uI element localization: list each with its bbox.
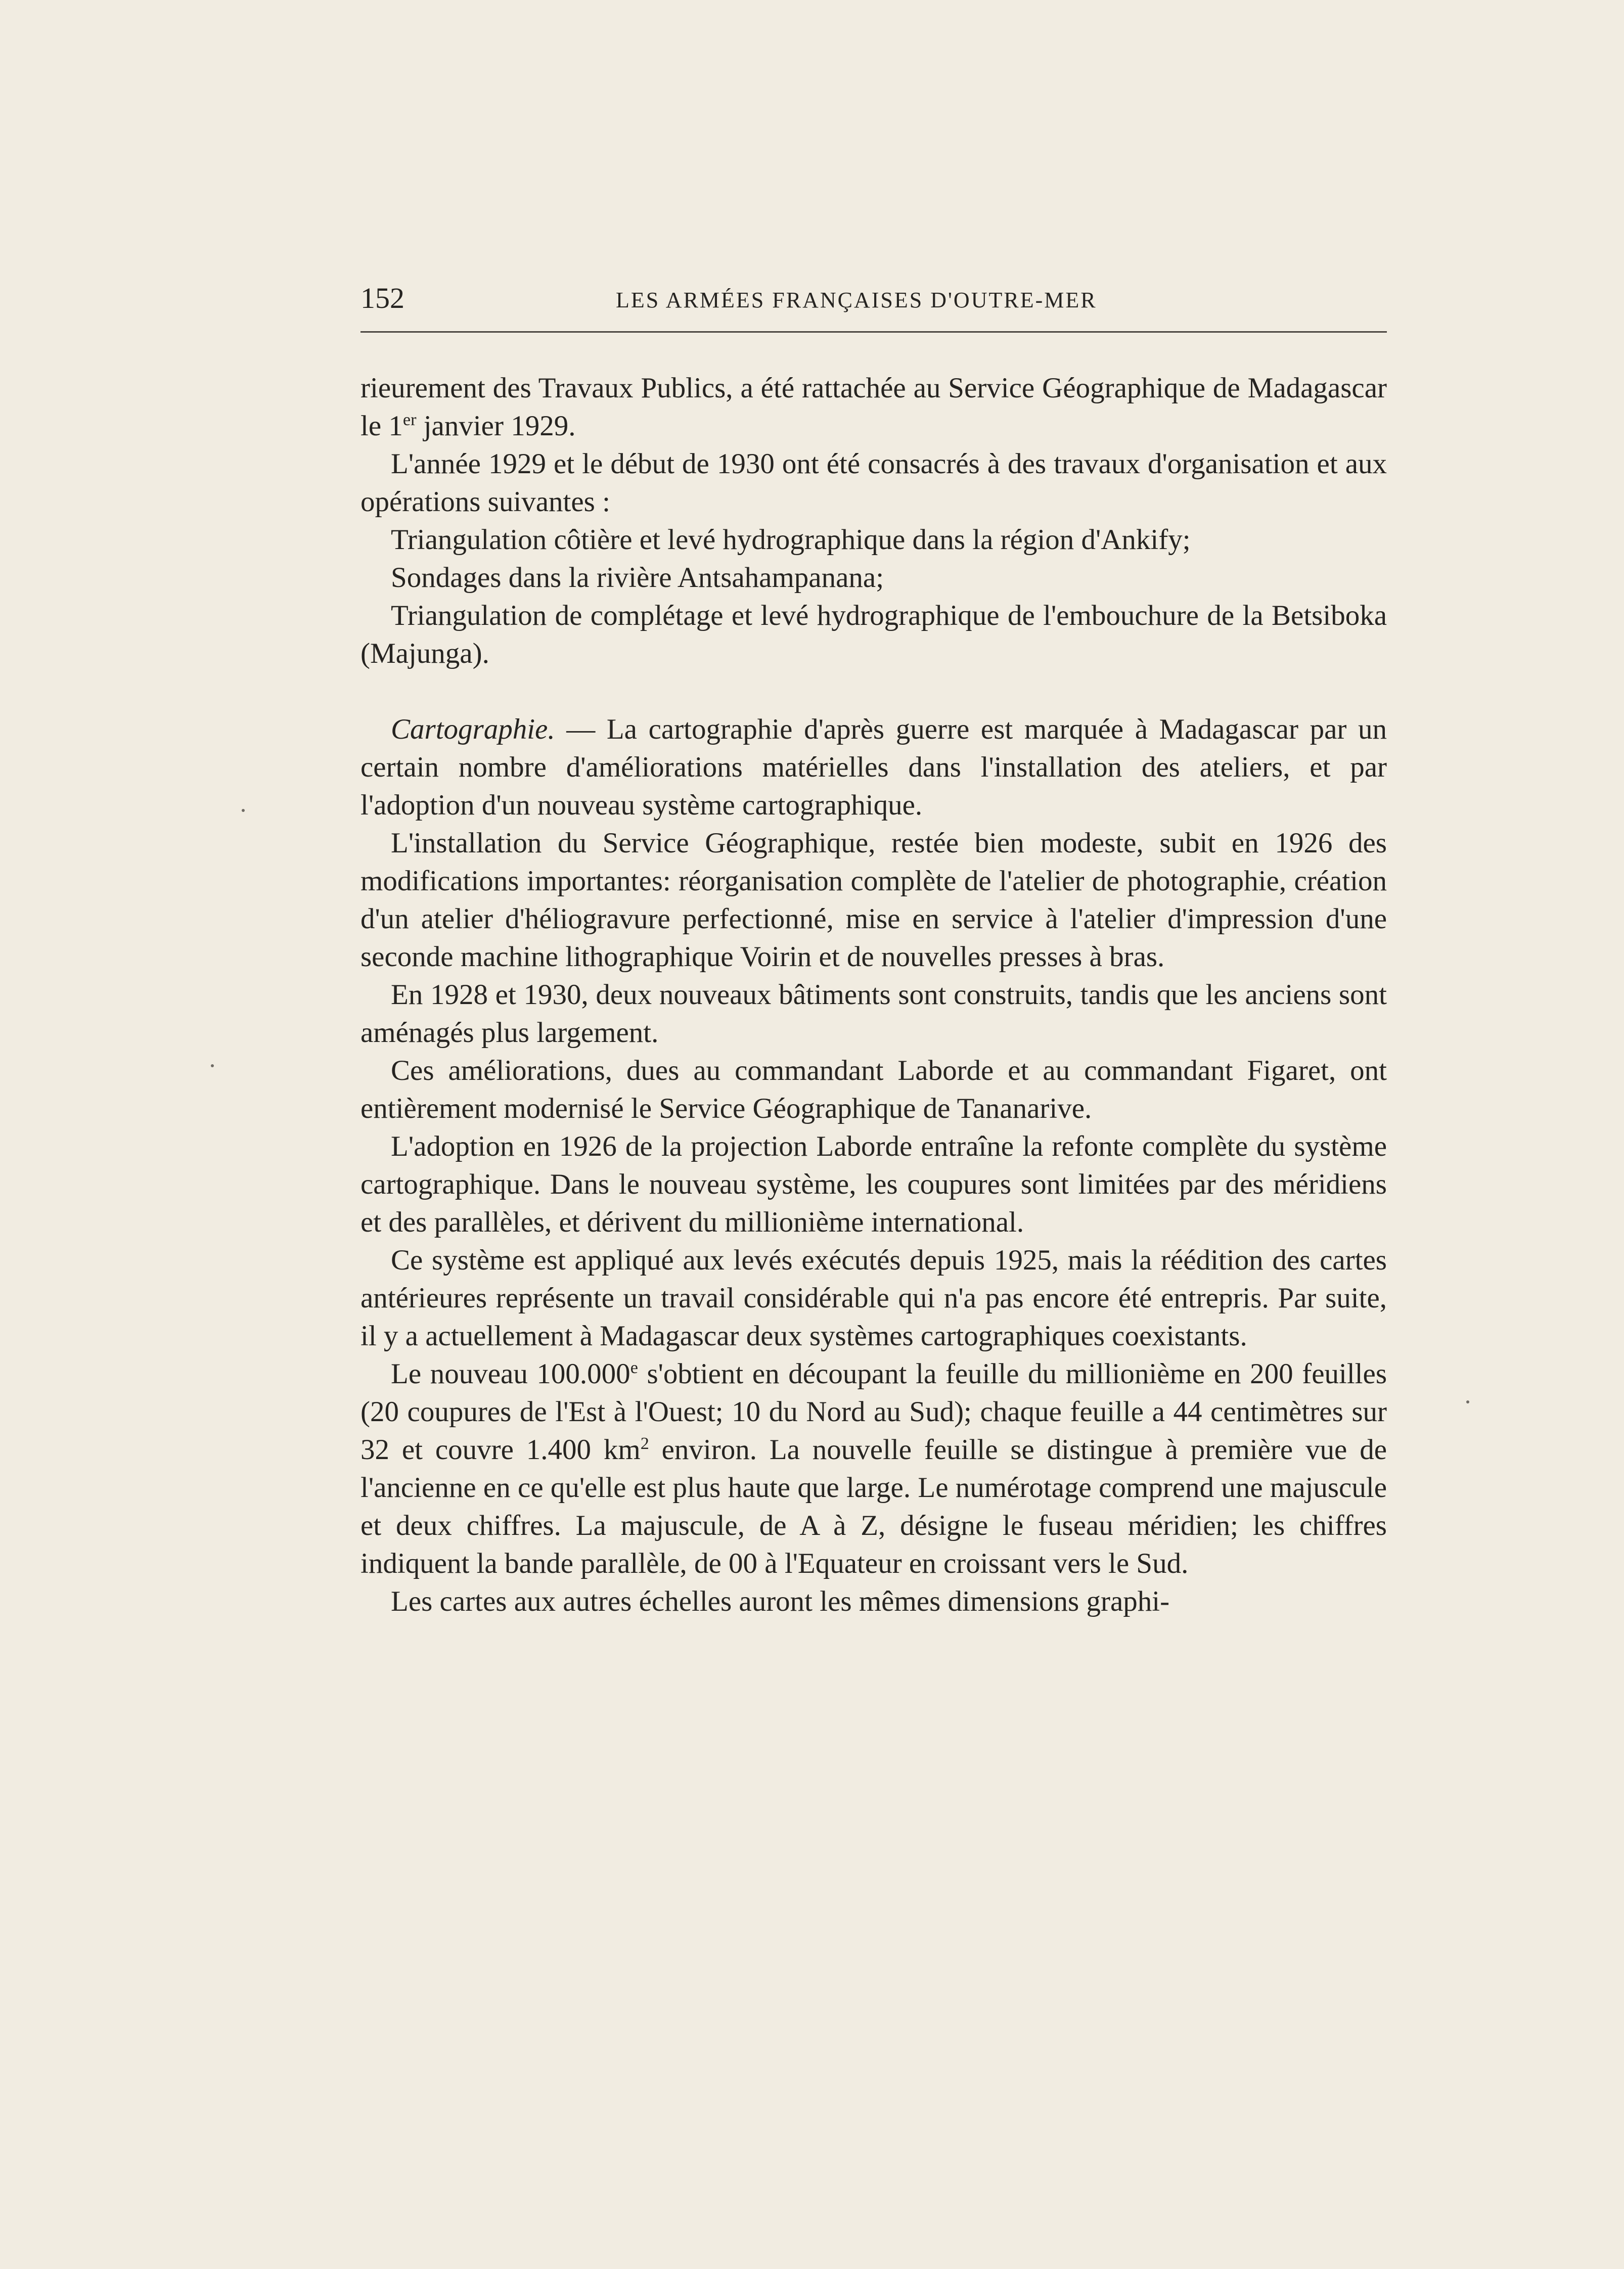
page-header	[360, 281, 1387, 316]
paragraph-13: Les cartes aux autres échelles auront les mêmes dimensions graphi-	[391, 1585, 1170, 1617]
paragraph-6: Cartographie. — La cartographie d'après guerre est marquée à Madagascar par un certain nombre d'améliorations matérielles dans l'installation des ateliers, et par l'adoption d'un nouveau système cartographique.	[360, 713, 1387, 821]
paragraph-4: Sondages dans la rivière Antsahampanana;	[391, 562, 884, 594]
paragraph-1: rieurement des Travaux Publics, a été rattachée au Service Géographique de Madagascar le 1er janvier 1929.	[360, 372, 1387, 442]
header-rule	[360, 331, 1387, 333]
paragraph-12: Le nouveau 100.000e s'obtient en découpant la feuille du millionième en 200 feuilles (20 coupures de l'Est à l'Ouest; 10 du Nord au Sud); chaque feuille a 44 centimètres sur 32 et couvre 1.400 $km^2$ environ. La nouvelle feuille se distingue à première vue de l'ancienne en ce qu'elle est plus haute que large. Le numérotage comprend une majuscule et deux chiffres. La majuscule, de A à Z, désigne le fuseau méridien; les chiffres indiquent la bande parallèle, de 00 à l'Equateur en croissant vers le Sud.	[360, 1358, 1387, 1579]
page-number: 152	[360, 282, 404, 314]
margin-speck	[1466, 1400, 1469, 1403]
paragraph-7: L'installation du Service Géographique, restée bien modeste, subit en 1926 des modifications importantes: réorganisation complète de l'atelier de photographie, création d'un atelier d'héliogravure perfectionné, mise en service à l'atelier d'impression d'une seconde machine lithographique Voirin et de nouvelles presses à bras.	[360, 827, 1387, 973]
margin-speck	[211, 1064, 214, 1067]
margin-speck	[242, 809, 245, 812]
section-lead: Cartographie.	[391, 713, 555, 745]
paragraph-10: L'adoption en 1926 de la projection Laborde entraîne la refonte complète du système cartographique. Dans le nouveau système, les coupures sont limitées par des méridiens et des parallèles, et dérivent du millionième international.	[360, 1130, 1387, 1238]
paragraph-3: Triangulation côtière et levé hydrographique dans la région d'Ankify;	[391, 524, 1191, 556]
paragraph-8: En 1928 et 1930, deux nouveaux bâtiments sont construits, tandis que les anciens sont aménagés plus largement.	[360, 979, 1387, 1049]
body-text	[360, 369, 1387, 1620]
paragraph-5: Triangulation de complétage et levé hydrographique de l'embouchure de la Betsiboka (Majunga).	[360, 600, 1387, 669]
paragraph-11: Ce système est appliqué aux levés exécutés depuis 1925, mais la réédition des cartes antérieures représente un travail considérable qui n'a pas encore été entrepris. Par suite, il y a actuellement à Madagascar deux systèmes cartographiques coexistants.	[360, 1244, 1387, 1352]
paragraph-9: Ces améliorations, dues au commandant Laborde et au commandant Figaret, ont entièrement modernisé le Service Géographique de Tananarive.	[360, 1055, 1387, 1124]
paragraph-2: L'année 1929 et le début de 1930 ont été consacrés à des travaux d'organisation et aux opérations suivantes :	[360, 448, 1387, 518]
running-title: LES ARMÉES FRANÇAISES D'OUTRE-MER	[616, 288, 1097, 312]
